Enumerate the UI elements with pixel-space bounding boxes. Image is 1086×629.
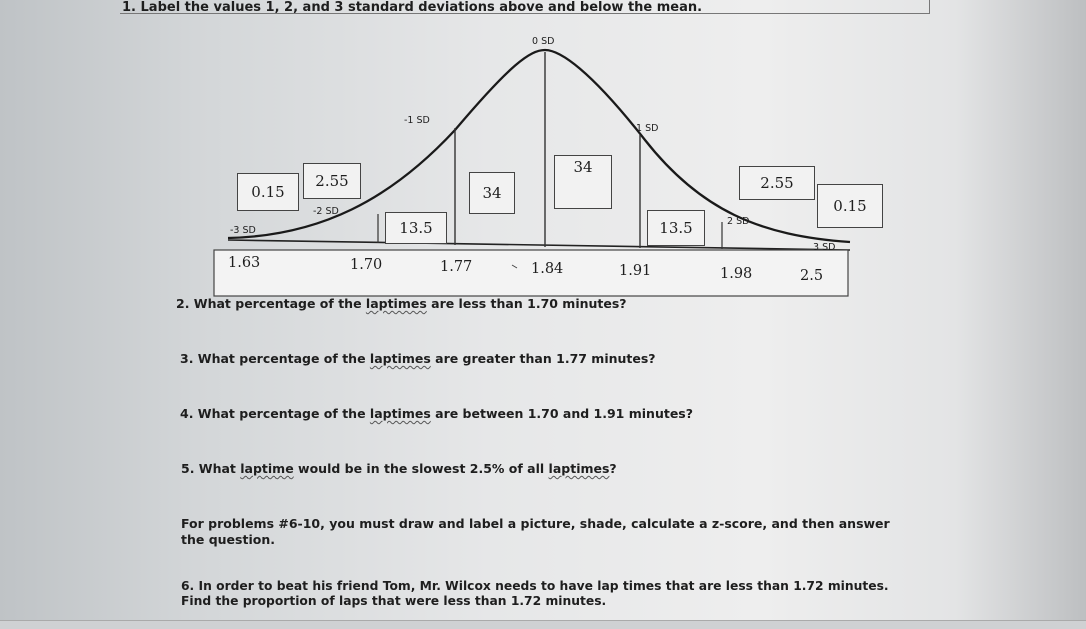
label-mean-sd: 0 SD: [532, 36, 555, 47]
question-3-text-end: are greater than 1.77 minutes?: [430, 351, 656, 366]
label-neg2-sd: -2 SD: [313, 206, 339, 217]
label-neg3-sd: -3 SD: [230, 225, 256, 236]
percent-box-right-tail: 0.15: [817, 184, 883, 228]
question-4-text-end: are between 1.70 and 1.91 minutes?: [430, 406, 693, 421]
question-5: [181, 461, 617, 476]
label-pos1-sd: 1 SD: [636, 123, 659, 134]
label-neg1-sd: -1 SD: [404, 115, 430, 126]
question-5-underlined-word-2: laptimes: [548, 461, 610, 476]
question-3-text-start: 3. What percentage of the: [180, 351, 370, 366]
axis-value-2: 1.70: [350, 257, 383, 273]
question-3: [180, 351, 656, 366]
question-5-text-middle: would be in the slowest 2.5% of all: [293, 461, 549, 476]
question-2: [176, 296, 627, 311]
percent-box-right-3: 2.55: [739, 166, 815, 200]
question-4-underlined-word: laptimes: [369, 406, 431, 421]
question-2-text-start: 2. What percentage of the: [176, 296, 366, 311]
axis-value-4: 1.84: [531, 261, 564, 277]
question-5-text-end: ?: [609, 461, 617, 476]
axis-value-1: 1.63: [228, 255, 261, 271]
axis-value-7: 2.5: [800, 268, 824, 284]
instructions-line-1: For problems #6-10, you must draw and label a picture, shade, calculate a z-score, and then answer: [181, 516, 890, 531]
question-3-underlined-word: laptimes: [369, 351, 431, 366]
instructions-line-2: the question.: [181, 532, 275, 547]
question-4-text-start: 4. What percentage of the: [180, 406, 370, 421]
percent-box-right-2: 13.5: [647, 210, 705, 246]
question-5-text-start: 5. What: [181, 461, 241, 476]
label-pos2-sd: 2 SD: [727, 216, 750, 227]
axis-value-3: 1.77: [440, 259, 473, 275]
question-1-number: 1.: [122, 0, 136, 15]
question-6-line-1: 6. In order to beat his friend Tom, Mr. Wilcox needs to have lap times that are less than 1.72 minutes.: [181, 579, 889, 593]
axis-value-5: 1.91: [619, 263, 652, 279]
axis-value-6: 1.98: [720, 266, 753, 282]
question-2-underlined-word: laptimes: [365, 296, 427, 311]
percent-box-left-2: 2.55: [303, 163, 361, 199]
label-pos3-sd: 3 SD: [813, 242, 836, 253]
baseline: [228, 240, 850, 250]
percent-box-left-3: 13.5: [385, 212, 447, 244]
question-5-underlined-word-1: laptime: [240, 461, 294, 476]
percent-box-left-4: 34: [469, 172, 515, 214]
question-6-line-2: Find the proportion of laps that were less than 1.72 minutes.: [181, 594, 607, 608]
question-1-text: Label the values 1, 2, and 3 standard deviations above and below the mean.: [140, 0, 703, 15]
percent-box-right-1: 34: [554, 155, 612, 209]
question-2-text-end: are less than 1.70 minutes?: [426, 296, 627, 311]
question-4: [180, 406, 693, 421]
percent-box-left-tail: 0.15: [237, 173, 299, 211]
